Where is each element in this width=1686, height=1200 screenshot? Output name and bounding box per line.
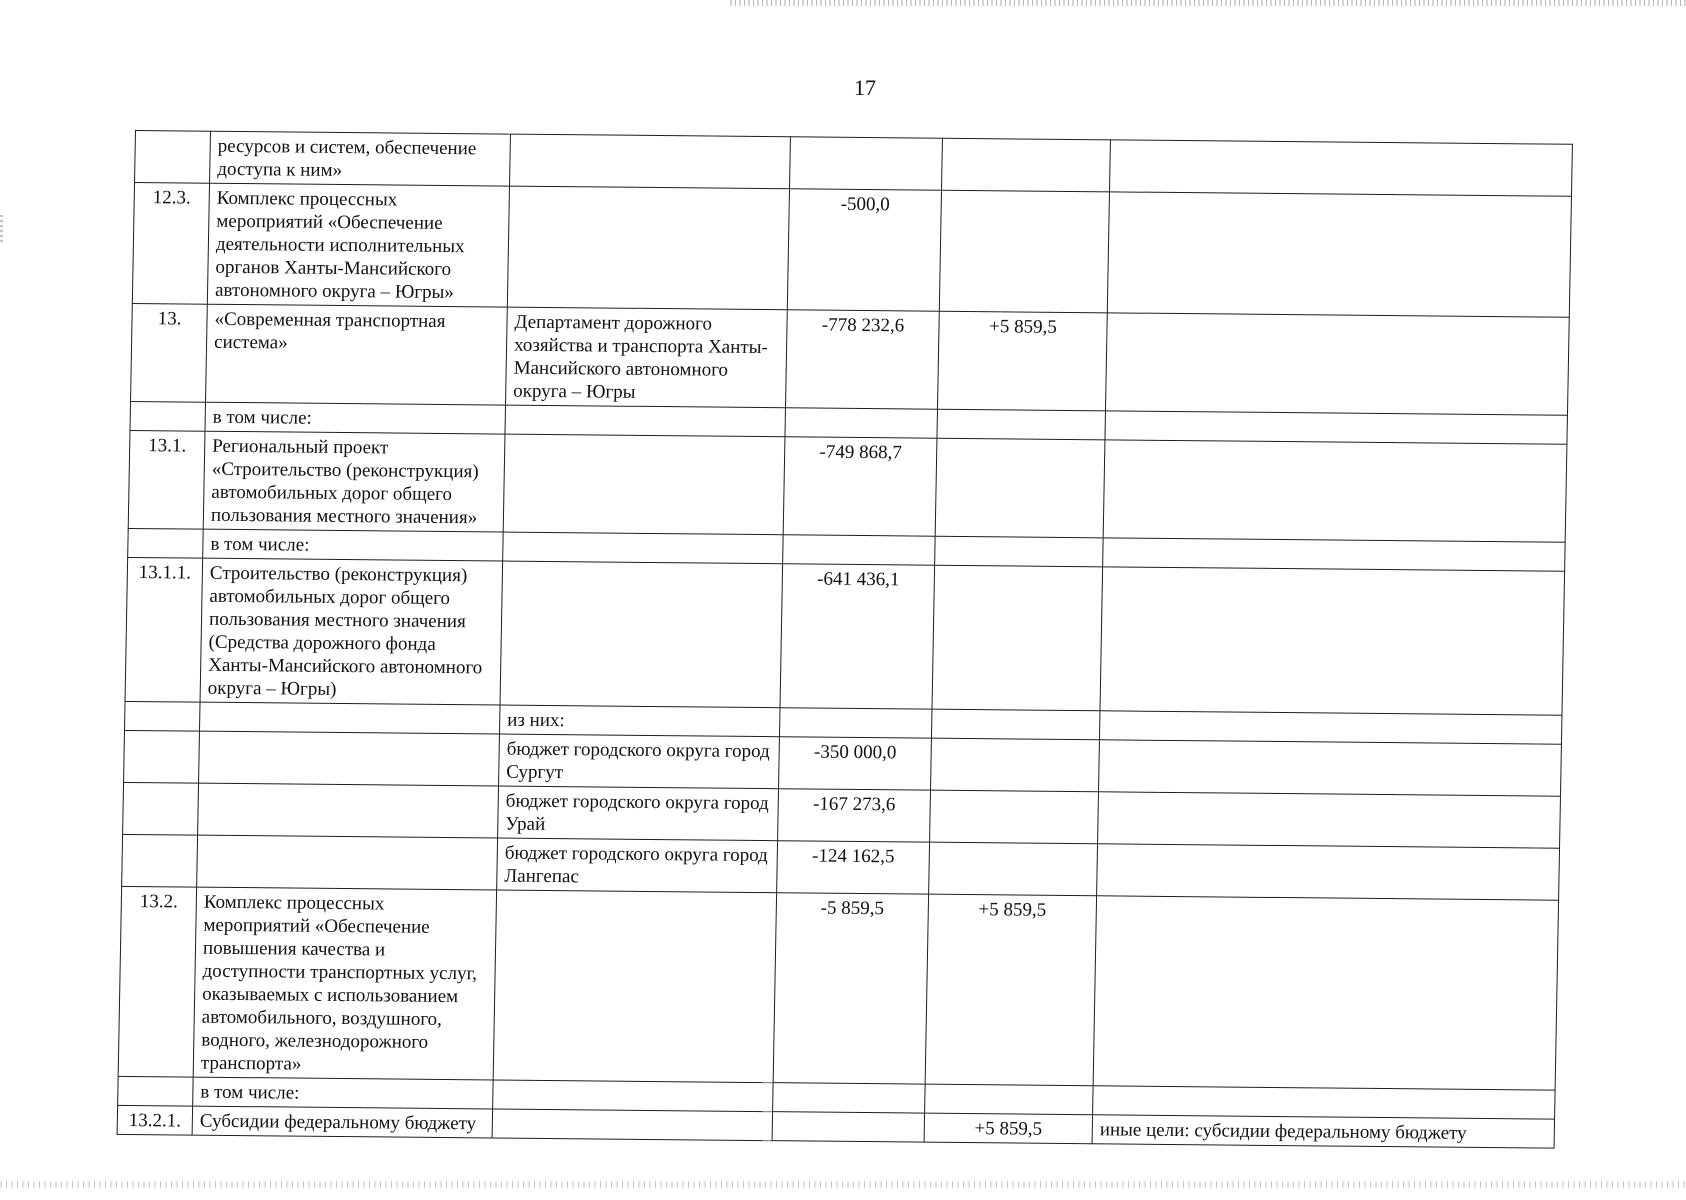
- row-name: [197, 835, 498, 890]
- row-amount-decrease: -5 859,5: [773, 893, 928, 1084]
- row-number: 13.1.1.: [125, 557, 203, 702]
- row-amount-increase: [935, 536, 1104, 567]
- row-purpose: [1098, 792, 1561, 848]
- row-purpose: иные цели: субсидии федеральному бюджету: [1092, 1115, 1555, 1148]
- row-number: [135, 131, 211, 184]
- row-amount-increase: [925, 1084, 1094, 1115]
- row-amount-increase: [931, 709, 1100, 740]
- row-recipient: [500, 561, 783, 708]
- row-name: [199, 702, 500, 734]
- row-purpose: [1093, 896, 1558, 1090]
- row-number: 12.3.: [132, 182, 209, 304]
- table-row: [131, 303, 1570, 415]
- row-amount-decrease: [779, 708, 932, 738]
- row-purpose: [1105, 411, 1568, 444]
- table-row: [132, 182, 1571, 317]
- row-number: 13.2.1.: [117, 1105, 193, 1135]
- row-amount-decrease: [772, 1112, 925, 1142]
- budget-table: [117, 130, 1573, 1149]
- row-amount-increase: +5 859,5: [925, 894, 1096, 1086]
- row-number: 13.1.: [128, 430, 205, 529]
- row-number: 13.: [131, 303, 208, 402]
- row-purpose: [1103, 440, 1567, 542]
- row-number: [124, 701, 200, 731]
- scan-edge-top: [730, 0, 1686, 6]
- row-amount-decrease: -500,0: [787, 189, 941, 311]
- row-recipient: бюджет городского округа город Урай: [498, 786, 779, 841]
- row-purpose: [1109, 140, 1572, 196]
- row-name: Комплекс процессных мероприятий «Обеспечение деятельности исполнительных органов Ханты-Мансийского автономного округа – Югры»: [207, 183, 509, 307]
- row-amount-decrease: -778 232,6: [785, 310, 939, 409]
- row-number: [123, 782, 199, 835]
- scan-edge-left: [0, 215, 3, 245]
- row-recipient: [503, 434, 785, 535]
- row-name: в том числе:: [205, 402, 506, 434]
- row-recipient: бюджет городского округа город Сургут: [499, 734, 780, 789]
- row-amount-increase: [930, 790, 1099, 844]
- row-amount-increase: [931, 738, 1100, 792]
- row-name: Строительство (реконструкция) автомобильных дорог общего пользования местного значения (Средства дорожного фонда Ханты-Мансийского автономного округа – Югры): [200, 558, 503, 705]
- row-number: [122, 834, 198, 887]
- row-number: [124, 730, 200, 783]
- row-amount-increase: +5 859,5: [937, 311, 1107, 411]
- row-amount-decrease: -749 868,7: [783, 437, 937, 536]
- row-name: Региональный проект «Строительство (реконструкция) автомобильных дорог общего пользования местного значения»: [203, 431, 505, 532]
- row-name: [198, 783, 499, 838]
- row-amount-decrease: [785, 408, 938, 438]
- row-amount-increase: [929, 842, 1098, 896]
- row-recipient: [505, 405, 786, 437]
- row-name: Комплекс процессных мероприятий «Обеспечение повышения качества и доступности транспортных услуг, оказываемых с использованием автомобильного, воздушного, водного, железнодорожного транспорта»: [193, 887, 496, 1080]
- row-recipient: [492, 1109, 773, 1141]
- row-purpose: [1099, 711, 1562, 744]
- row-recipient: [507, 186, 789, 310]
- row-amount-decrease: -167 273,6: [778, 789, 931, 842]
- row-name: в том числе:: [203, 529, 504, 561]
- scan-edge-bottom: [0, 1181, 1686, 1188]
- row-name: Субсидии федеральному бюджету: [192, 1106, 493, 1138]
- row-number: [130, 401, 206, 431]
- row-amount-increase: [932, 565, 1103, 711]
- row-amount-increase: [939, 190, 1109, 313]
- row-number: [128, 528, 204, 558]
- row-amount-decrease: [773, 1083, 926, 1113]
- row-amount-decrease: [783, 535, 936, 565]
- row-amount-decrease: [790, 137, 943, 190]
- row-recipient: [493, 1080, 774, 1112]
- row-recipient: из них:: [499, 705, 780, 737]
- row-recipient: [503, 532, 784, 564]
- row-purpose: [1107, 192, 1571, 317]
- page-number: 17: [854, 75, 876, 100]
- row-recipient: Департамент дорожного хозяйства и транспорта Ханты-Мансийского автономного округа – Югры: [506, 307, 788, 408]
- table-row: [118, 886, 1558, 1090]
- row-number: [118, 1076, 194, 1106]
- row-name: ресурсов и систем, обеспечение доступа к ним»: [210, 131, 511, 186]
- row-name: [199, 731, 500, 786]
- row-purpose: [1103, 538, 1566, 571]
- row-number: 13.2.: [118, 886, 196, 1077]
- row-purpose: [1098, 740, 1561, 796]
- row-amount-increase: [942, 138, 1111, 192]
- row-amount-decrease: -350 000,0: [779, 737, 932, 790]
- row-recipient: бюджет городского округа город Лангепас: [497, 838, 778, 893]
- row-amount-decrease: -641 436,1: [780, 564, 935, 709]
- row-purpose: [1100, 567, 1565, 715]
- budget-table-wrapper: [117, 130, 1572, 1149]
- row-amount-decrease: -124 162,5: [777, 841, 930, 894]
- row-recipient: [510, 134, 791, 189]
- row-purpose: [1097, 844, 1560, 900]
- row-purpose: [1105, 313, 1569, 415]
- table-row: [125, 557, 1565, 715]
- row-amount-increase: +5 859,5: [924, 1113, 1093, 1144]
- row-amount-increase: [935, 438, 1105, 538]
- row-amount-increase: [937, 409, 1106, 440]
- table-row: [128, 430, 1567, 542]
- row-name: «Современная транспортная система»: [206, 304, 508, 405]
- row-purpose: [1093, 1086, 1556, 1119]
- row-recipient: [493, 890, 776, 1083]
- row-name: в том числе:: [193, 1077, 494, 1109]
